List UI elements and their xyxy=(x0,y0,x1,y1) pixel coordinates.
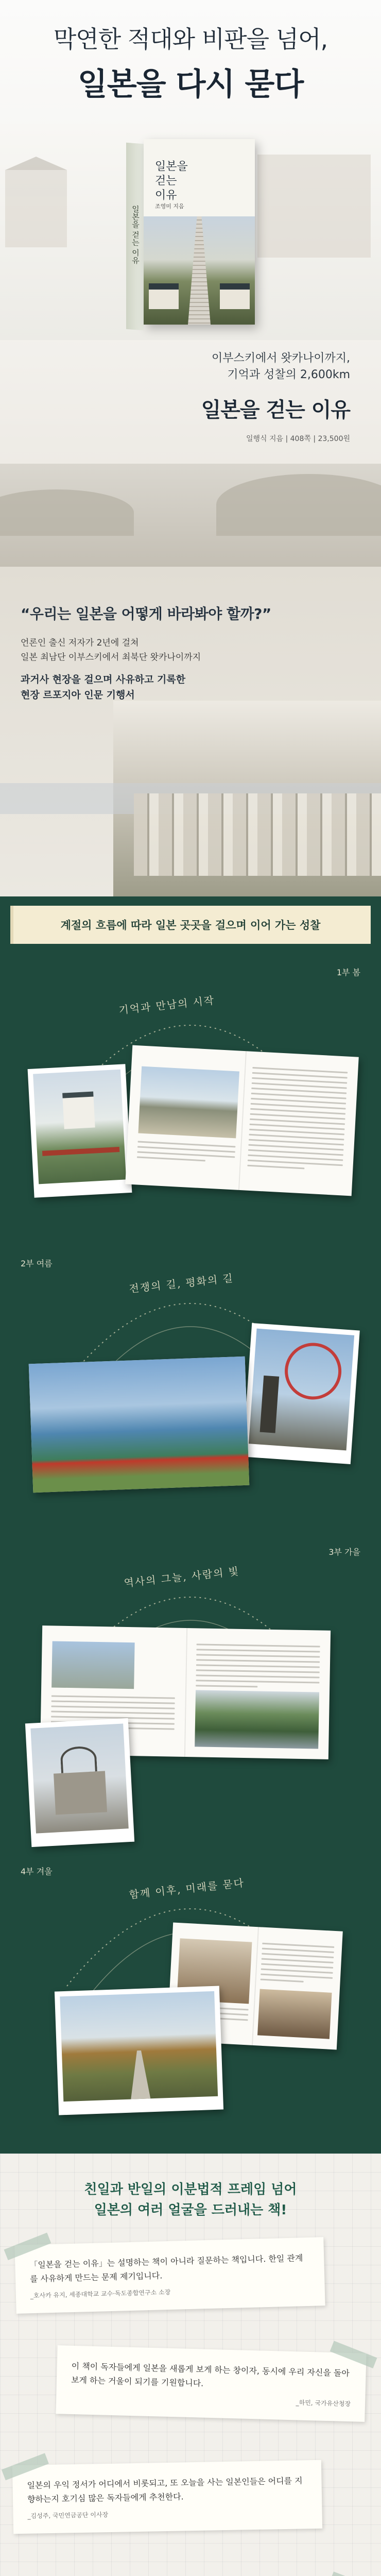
review-signature: _하민, 국가유산청장 xyxy=(296,2399,351,2408)
reviews-headline xyxy=(0,2179,381,2221)
review-body: 일본의 우익 정서가 어디에서 비롯되고, 또 오늘을 사는 일본인들은 어디를 지향하는지 호기심 많은 독자들에게 추천한다. xyxy=(27,2476,303,2504)
book-3d-cover xyxy=(126,139,255,330)
cover-house xyxy=(149,283,179,309)
reviews-section xyxy=(0,2154,381,2576)
reviews-headline-line: 친일과 반일의 이분법적 프레임 넘어 xyxy=(84,2182,297,2197)
book-info: 일행식 지음 | 408쪽 | 23,500원 xyxy=(246,435,350,443)
season-label-summer: 2부 여름 xyxy=(21,1259,53,1268)
cover-title xyxy=(155,160,217,203)
spread-photo xyxy=(51,1641,135,1689)
book-title: 일본을 걷는 이유 xyxy=(201,398,350,422)
seasons-section xyxy=(0,896,381,2154)
intro-section xyxy=(0,567,381,896)
review-note xyxy=(56,2345,366,2422)
review-note xyxy=(12,2460,322,2534)
hero-headline xyxy=(0,21,381,104)
seasons-banner xyxy=(10,906,371,944)
book-spread-summer xyxy=(29,1357,249,1493)
hero-book-meta xyxy=(201,350,350,444)
review-signature: _김성주, 국민연금공단 이사장 xyxy=(27,2511,109,2520)
hero-section xyxy=(0,0,381,567)
intro-line: 언론인 출신 저자가 2년에 걸쳐 xyxy=(21,638,139,648)
photo-ferris-wheel xyxy=(243,1323,360,1464)
spread-photo-river xyxy=(195,1690,319,1749)
spine-title: 일본을 걷는 이유 xyxy=(131,205,140,265)
review-signature: _호사카 유지, 세종대학교 교수·독도종합연구소 소장 xyxy=(30,2288,171,2300)
intro-line: 일본 최남단 이부스키에서 최북단 왓카나이까지 xyxy=(21,652,201,663)
review-note xyxy=(14,2237,325,2314)
intro-bold-line: 현장 르포지아 인문 기행서 xyxy=(21,689,135,701)
arc-text-summer: 전쟁의 길, 평화의 길 xyxy=(128,1272,234,1295)
spread-photo-coast xyxy=(29,1357,249,1493)
intro-bold-line: 과거사 현장을 걸으며 사유하고 기록한 xyxy=(21,674,186,685)
book-description-line: 이부스키에서 왓카나이까지, xyxy=(211,352,350,365)
cover-author: 조영미 지음 xyxy=(155,203,184,210)
headline-line-2: 일본을 다시 묻다 xyxy=(77,66,304,103)
hero-background-house xyxy=(257,155,371,258)
intro-text xyxy=(21,603,350,703)
cover-title-line: 일본을 xyxy=(155,160,188,173)
headline-line-1: 막연한 적대와 비판을 넘어, xyxy=(53,25,328,53)
arc-text-winter: 함께 이후, 미래를 묻다 xyxy=(128,1876,246,1901)
spread-photo xyxy=(138,1066,239,1139)
cover-title-line: 이유 xyxy=(155,189,177,202)
book-spine xyxy=(126,143,144,330)
arc-text-spring: 기억과 만남의 시작 xyxy=(118,994,216,1016)
season-label-winter: 4부 겨울 xyxy=(21,1867,53,1876)
reviews-headline-line: 일본의 여러 얼굴을 드러내는 책! xyxy=(94,2202,287,2218)
seasons-banner-text: 계절의 흐름에 따라 일본 곳곳을 걸으며 이어 가는 성찰 xyxy=(60,919,321,931)
review-body: 「일본을 걷는 이유」는 설명하는 책이 아니라 질문하는 책입니다. 한일 관계를 사유하게 만드는 문제 제기입니다. xyxy=(29,2253,303,2284)
book-description-line: 기억과 성찰의 2,600km xyxy=(227,368,350,381)
book-spread-spring xyxy=(125,1045,359,1196)
review-body: 이 책이 독자들에게 일본을 새롭게 보게 하는 창이자, 동시에 우리 자신을 돌아보게 하는 거울이 되기를 기원합니다. xyxy=(71,2361,350,2388)
photo-castle xyxy=(28,1064,132,1198)
photo-autumn-road xyxy=(55,1986,223,2115)
cover-photo-stairs xyxy=(144,216,255,325)
hero-coast-photo xyxy=(0,464,381,567)
arc-text-autumn: 역사의 그늘, 사람의 빛 xyxy=(123,1565,240,1589)
season-label-spring: 1부 봄 xyxy=(336,968,360,977)
photo-atomic-dome xyxy=(25,1718,134,1847)
cover-title-line: 걷는 xyxy=(155,175,177,188)
spread-photo xyxy=(257,1989,332,2039)
intro-buildings xyxy=(134,793,381,876)
cover-house xyxy=(220,283,250,309)
cover-stairs xyxy=(188,216,211,325)
intro-quote: “우리는 일본을 어떻게 바라봐야 할까?” xyxy=(21,605,271,622)
hero-background-house xyxy=(5,170,67,247)
season-label-autumn: 3부 가을 xyxy=(328,1547,360,1557)
book-front-cover xyxy=(144,139,255,325)
